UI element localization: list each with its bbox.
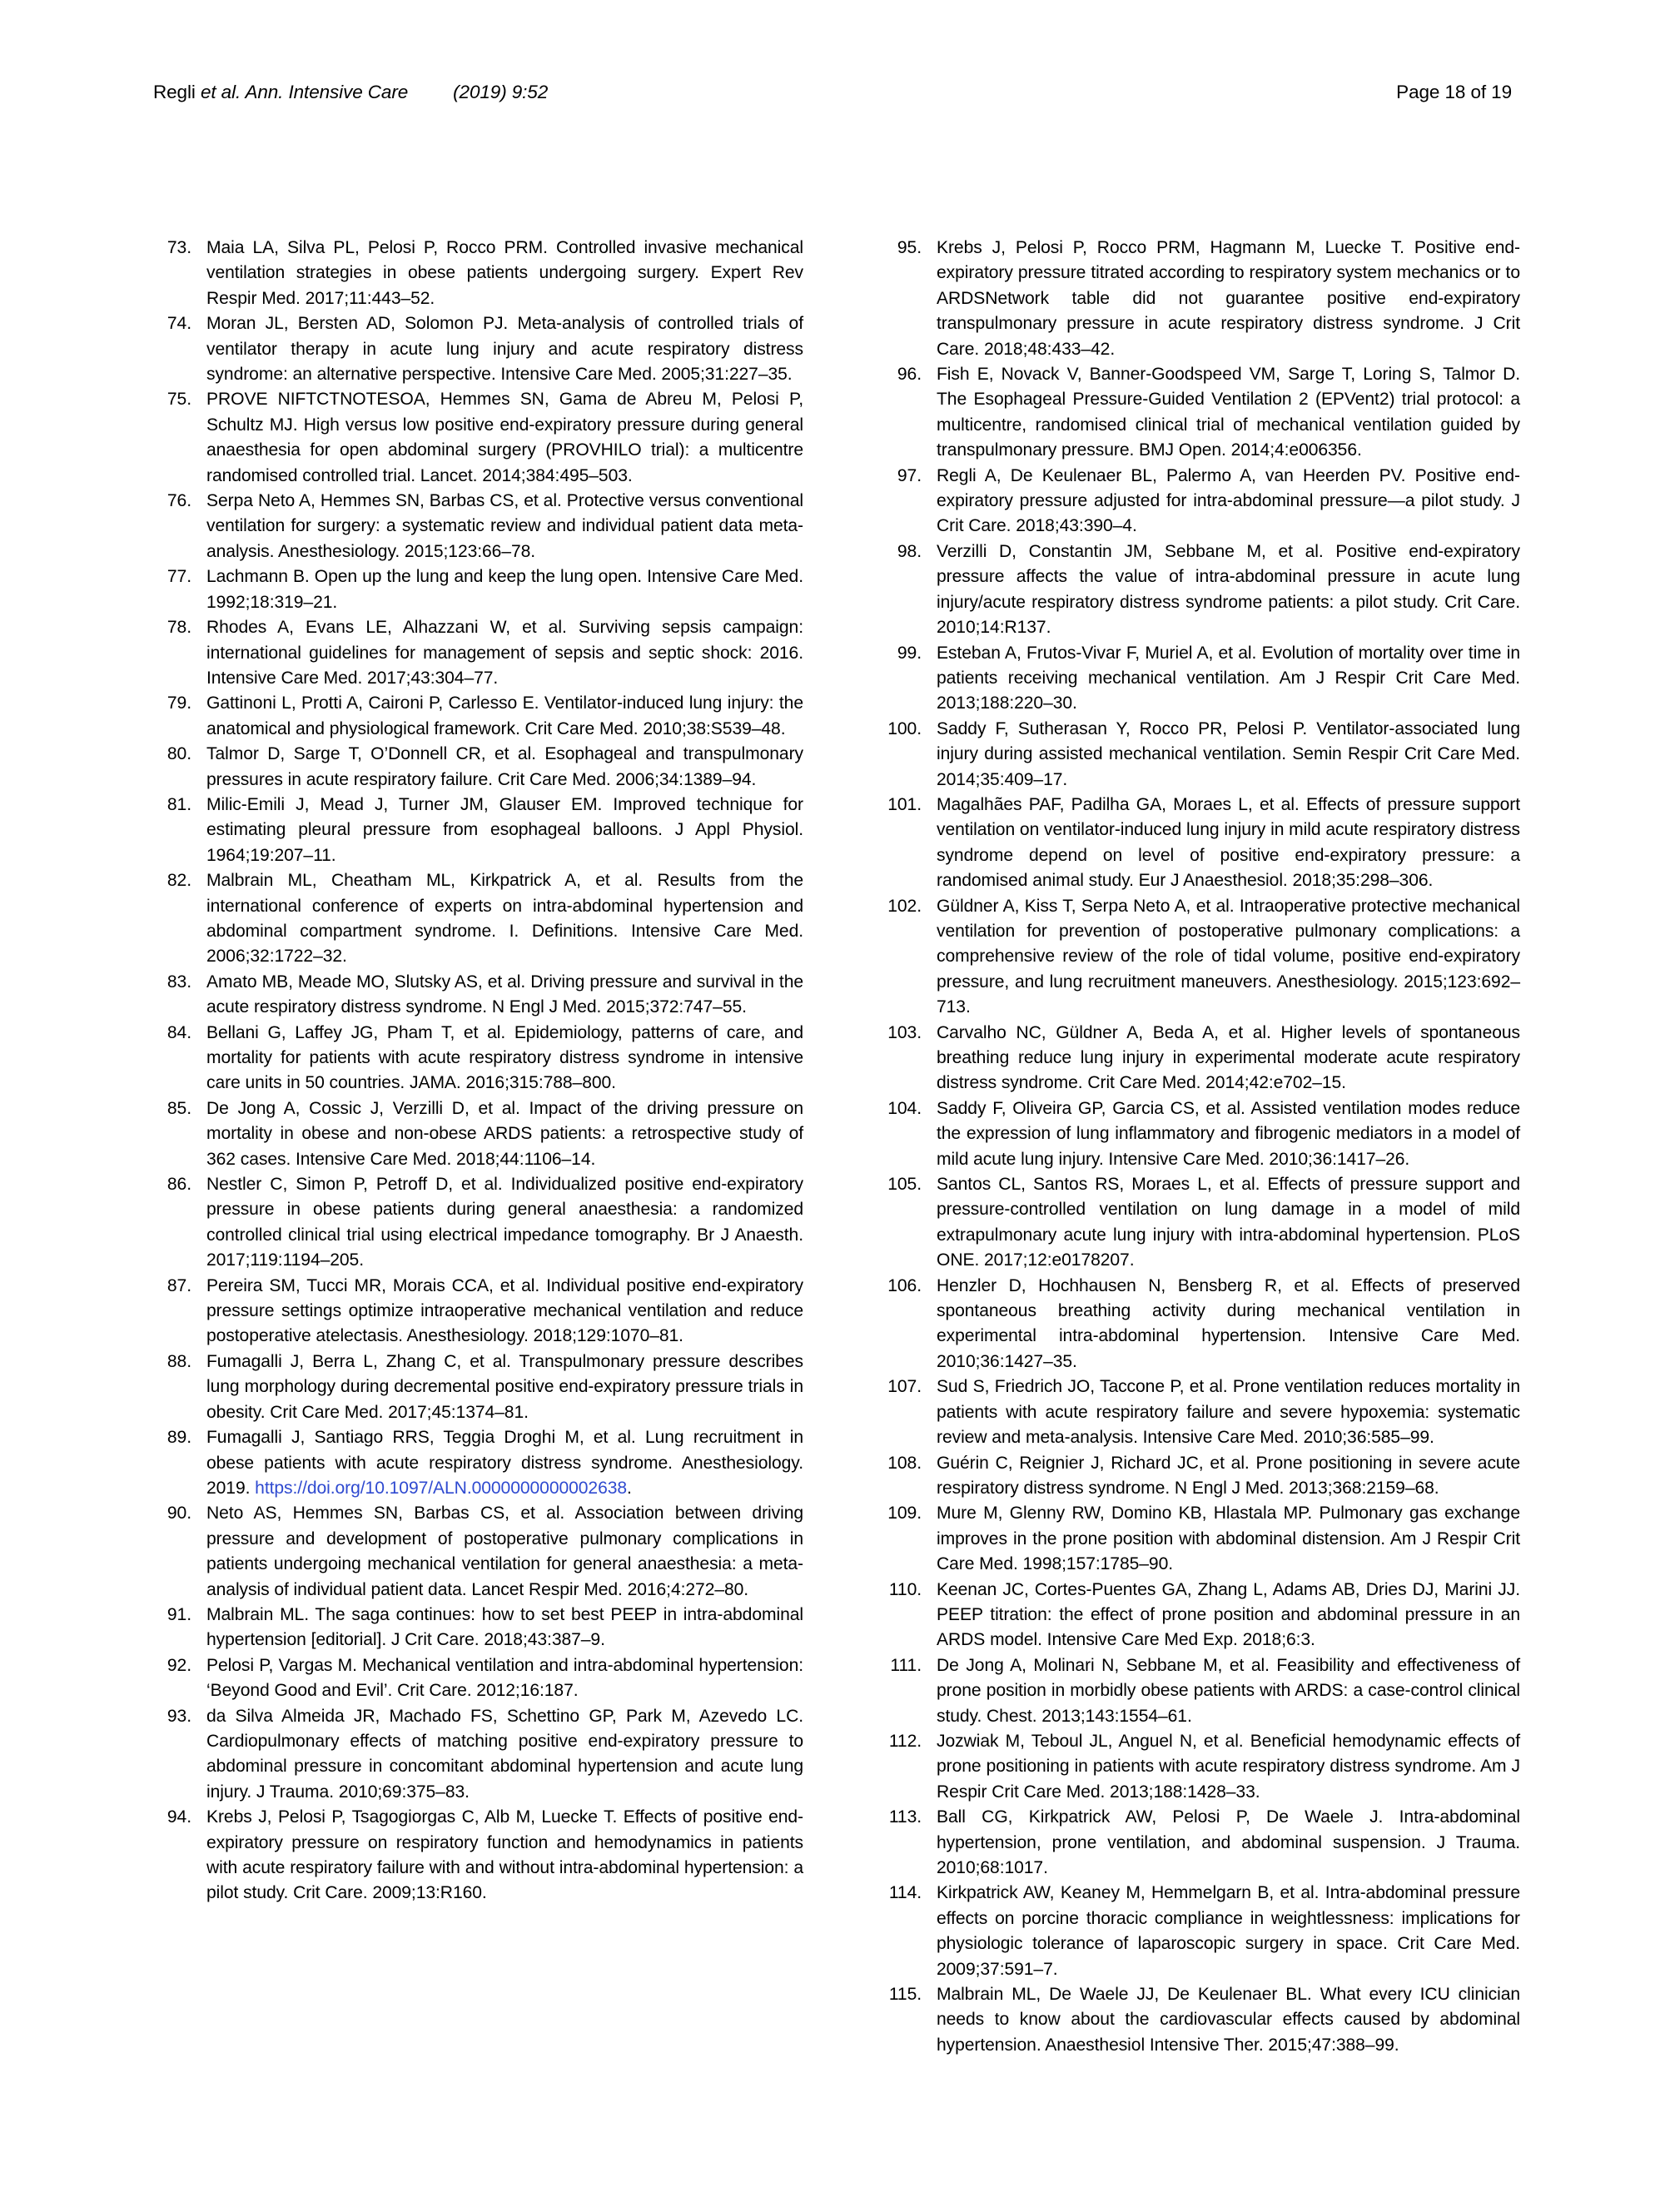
reference-number: 104.	[887, 1098, 922, 1118]
reference-number: 99.	[897, 643, 922, 663]
reference-number: 87.	[166, 1275, 191, 1295]
reference-entry	[872, 1982, 1520, 2058]
reference-text: Saddy F, Oliveira GP, Garcia CS, et al. Assisted ventilation modes reduce the expression of lung inflammatory and fibrogenic mediators in a model of mild acute lung injury. Intensive Care Med. 2010;36:1417–26.	[937, 1098, 1520, 1169]
reference-text: Malbrain ML. The saga continues: how to set best PEEP in intra-abdominal hypertension [editorial]. J Crit Care. 2018;43:387–9.	[206, 1604, 803, 1650]
reference-entry	[872, 236, 1520, 362]
page-number-label: Page 18 of 19	[1396, 82, 1512, 102]
reference-text: Neto AS, Hemmes SN, Barbas CS, et al. Association between driving pressure and development of postoperative pulmonary complications in patients undergoing mechanical ventilation for general anaesthesia: a meta-analysis of individual patient data. Lancet Respir Med. 2016;4:272–80.	[206, 1504, 803, 1599]
reference-number: 106.	[887, 1275, 922, 1295]
reference-text: De Jong A, Cossic J, Verzilli D, et al. Impact of the driving pressure on mortality in obese and non-obese ARDS patients: a retrospective study of 362 cases. Intensive Care Med. 2018;44:1106–14.	[206, 1098, 803, 1169]
reference-number: 75.	[166, 390, 191, 410]
reference-number: 108.	[887, 1453, 922, 1473]
reference-number: 91.	[166, 1604, 191, 1624]
reference-number: 96.	[897, 365, 922, 385]
reference-number: 114.	[888, 1883, 922, 1903]
reference-text: Nestler C, Simon P, Petroff D, et al. Individualized positive end-expiratory pressure in obese patients during general anaesthesia: a randomized controlled clinical trial using electrical impedance tomography. Br J Anaesth. 2017;119:1194–205.	[206, 1175, 803, 1270]
reference-number: 86.	[166, 1175, 191, 1195]
reference-number: 112.	[888, 1731, 922, 1751]
reference-number: 93.	[166, 1706, 191, 1726]
reference-entry	[872, 362, 1520, 464]
reference-entry	[155, 236, 803, 311]
reference-entry	[872, 1881, 1520, 1982]
reference-text-tail: .	[627, 1478, 632, 1498]
reference-text: Amato MB, Meade MO, Slutsky AS, et al. Driving pressure and survival in the acute respiratory distress syndrome. N Engl J Med. 2015;372:747–55.	[206, 972, 803, 1017]
reference-entry	[872, 894, 1520, 1021]
reference-entry	[872, 1451, 1520, 1502]
reference-text: Guérin C, Reignier J, Richard JC, et al. Prone positioning in severe acute respiratory distress syndrome. N Engl J Med. 2013;368:2159–68.	[937, 1453, 1520, 1498]
reference-entry	[155, 311, 803, 387]
reference-entry	[155, 387, 803, 489]
reference-entry	[155, 1704, 803, 1806]
reference-text: Gattinoni L, Protti A, Caironi P, Carlesso E. Ventilator-induced lung injury: the anatomical and physiological framework. Crit Care Med. 2010;38:S539–48.	[206, 693, 803, 738]
reference-entry	[155, 1425, 803, 1501]
reference-text: Krebs J, Pelosi P, Rocco PRM, Hagmann M, Luecke T. Positive end-expiratory pressure titrated according to respiratory system mechanics or to ARDSNetwork table did not guarantee positive end-expiratory transpulmonary pressure in acute respiratory distress syndrome. J Crit Care. 2018;48:433–42.	[937, 238, 1520, 359]
reference-text: PROVE NIFTCTNOTESOA, Hemmes SN, Gama de Abreu M, Pelosi P, Schultz MJ. High versus low positive end-expiratory pressure during general anaesthesia for open abdominal surgery (PROVHILO trial): a multicentre randomised controlled trial. Lancet. 2014;384:495–503.	[206, 390, 803, 485]
doi-link[interactable]: https://doi.org/10.1097/ALN.0000000000002638	[255, 1478, 628, 1498]
running-head-et-al: et al.	[200, 82, 241, 102]
reference-entry	[155, 868, 803, 970]
reference-entry	[872, 1172, 1520, 1274]
reference-number: 78.	[166, 618, 191, 638]
reference-number: 97.	[897, 465, 922, 485]
reference-number: 107.	[887, 1377, 922, 1397]
reference-number: 111.	[890, 1655, 922, 1675]
reference-text: Fumagalli J, Berra L, Zhang C, et al. Transpulmonary pressure describes lung morphology during decremental positive end-expiratory pressure trials in obesity. Crit Care Med. 2017;45:1374–81.	[206, 1351, 803, 1422]
reference-entry	[155, 489, 803, 564]
reference-entry	[155, 742, 803, 793]
reference-entry	[155, 1805, 803, 1906]
reference-text: Magalhães PAF, Padilha GA, Moraes L, et al. Effects of pressure support ventilation on ventilator-induced lung injury in mild acute respiratory distress syndrome depend on level of positive end-expiratory pressure: a randomised animal study. Eur J Anaesthesiol. 2018;35:298–306.	[937, 794, 1520, 891]
reference-text: Krebs J, Pelosi P, Tsagogiorgas C, Alb M, Luecke T. Effects of positive end-expiratory pressure on respiratory function and hemodynamics in patients with acute respiratory failure with and without intra-abdominal hypertension: a pilot study. Crit Care. 2009;13:R160.	[206, 1807, 803, 1903]
reference-list-columns	[155, 236, 1520, 2058]
reference-entry	[872, 1021, 1520, 1096]
reference-text: Keenan JC, Cortes-Puentes GA, Zhang L, Adams AB, Dries DJ, Marini JJ. PEEP titration: the effect of prone position and abdominal pressure in an ARDS model. Intensive Care Med Exp. 2018;6:3.	[937, 1579, 1520, 1650]
reference-number: 95.	[897, 238, 922, 257]
reference-number: 74.	[166, 314, 191, 334]
reference-text: De Jong A, Molinari N, Sebbane M, et al. Feasibility and effectiveness of prone position in morbidly obese patients with ARDS: a case-control clinical study. Chest. 2013;143:1554–61.	[937, 1655, 1520, 1726]
reference-entry	[155, 1274, 803, 1350]
reference-entry	[155, 564, 803, 615]
reference-text: Serpa Neto A, Hemmes SN, Barbas CS, et al. Protective versus conventional ventilation for surgery: a systematic review and individual patient data meta-analysis. Anesthesiology. 2015;123:66–78.	[206, 491, 803, 561]
reference-text: Güldner A, Kiss T, Serpa Neto A, et al. Intraoperative protective mechanical ventilation for prevention of postoperative pulmonary complications: a comprehensive review of the role of tidal volume, positive end-expiratory pressure, and lung recruitment maneuvers. Anesthesiology. 2015;123:692–713.	[937, 896, 1520, 1017]
reference-entry	[155, 1501, 803, 1603]
reference-number: 105.	[887, 1175, 922, 1195]
reference-text: Fish E, Novack V, Banner-Goodspeed VM, Sarge T, Loring S, Talmor D. The Esophageal Pressure-Guided Ventilation 2 (EPVent2) trial protocol: a multicentre, randomised clinical trial of mechanical ventilation guided by transpulmonary pressure. BMJ Open. 2014;4:e006356.	[937, 365, 1520, 460]
reference-text: Esteban A, Frutos-Vivar F, Muriel A, et al. Evolution of mortality over time in patients receiving mechanical ventilation. Am J Respir Crit Care Med. 2013;188:220–30.	[937, 643, 1520, 713]
reference-text: Lachmann B. Open up the lung and keep the lung open. Intensive Care Med. 1992;18:319–21.	[206, 567, 803, 612]
reference-entry	[155, 615, 803, 691]
reference-number: 77.	[166, 567, 191, 587]
reference-number: 82.	[166, 871, 191, 891]
reference-entry	[872, 1274, 1520, 1375]
reference-entry	[155, 1172, 803, 1274]
running-head	[153, 82, 1512, 107]
reference-number: 84.	[166, 1022, 191, 1042]
running-head-authors: Regli	[153, 82, 201, 102]
reference-text: Bellani G, Laffey JG, Pham T, et al. Epidemiology, patterns of care, and mortality for patients with acute respiratory distress syndrome in intensive care units in 50 countries. JAMA. 2016;315:788–800.	[206, 1022, 803, 1093]
reference-text: Saddy F, Sutherasan Y, Rocco PR, Pelosi P. Ventilator-associated lung injury during assisted mechanical ventilation. Semin Respir Crit Care Med. 2014;35:409–17.	[937, 718, 1520, 789]
reference-text: Mure M, Glenny RW, Domino KB, Hlastala MP. Pulmonary gas exchange improves in the prone position with abdominal distension. Am J Respir Crit Care Med. 1998;157:1785–90.	[937, 1504, 1520, 1574]
reference-entry	[872, 1805, 1520, 1881]
reference-entry	[872, 1729, 1520, 1805]
reference-number: 88.	[166, 1351, 191, 1371]
reference-number: 80.	[166, 744, 191, 764]
reference-column-left	[155, 236, 803, 2058]
reference-entry	[872, 539, 1520, 641]
reference-number: 102.	[887, 896, 922, 916]
reference-entry	[155, 1603, 803, 1653]
reference-text: Malbrain ML, De Waele JJ, De Keulenaer BL. What every ICU clinician needs to know about the cardiovascular effects caused by abdominal hypertension. Anaesthesiol Intensive Ther. 2015;47:388–99.	[937, 1985, 1520, 2055]
reference-entry	[155, 1021, 803, 1096]
reference-entry	[872, 464, 1520, 539]
reference-text: Pelosi P, Vargas M. Mechanical ventilation and intra-abdominal hypertension: ‘Beyond Good and Evil’. Crit Care. 2012;16:187.	[206, 1655, 803, 1701]
reference-text: da Silva Almeida JR, Machado FS, Schettino GP, Park M, Azevedo LC. Cardiopulmonary effects of matching positive end-expiratory pressure to abdominal pressure in concomitant abdominal hypertension and acute lung injury. J Trauma. 2010;69:375–83.	[206, 1706, 803, 1802]
reference-entry	[155, 691, 803, 742]
reference-text: Ball CG, Kirkpatrick AW, Pelosi P, De Waele J. Intra-abdominal hypertension, prone ventilation, and abdominal suspension. J Trauma. 2010;68:1017.	[937, 1807, 1520, 1877]
reference-text: Sud S, Friedrich JO, Taccone P, et al. Prone ventilation reduces mortality in patients with acute respiratory failure and severe hypoxemia: systematic review and meta-analysis. Intensive Care Med. 2010;36:585–99.	[937, 1377, 1520, 1448]
running-head-journal: Ann. Intensive Care	[241, 82, 409, 102]
reference-number: 73.	[166, 238, 191, 257]
reference-number: 92.	[166, 1655, 191, 1675]
reference-text: Malbrain ML, Cheatham ML, Kirkpatrick A, et al. Results from the international conference of experts on intra-abdominal hypertension and abdominal compartment syndrome. I. Definitions. Intensive Care Med. 2006;32:1722–32.	[206, 871, 803, 967]
reference-number: 103.	[887, 1022, 922, 1042]
reference-number: 100.	[887, 718, 922, 738]
reference-number: 89.	[166, 1428, 191, 1448]
reference-text: Maia LA, Silva PL, Pelosi P, Rocco PRM. Controlled invasive mechanical ventilation strategies in obese patients undergoing surgery. Expert Rev Respir Med. 2017;11:443–52.	[206, 238, 803, 308]
reference-text-body: Fumagalli J, Santiago RRS, Teggia Droghi M, et al. Lung recruitment in obese patients with acute respiratory distress syndrome. Anesthesiology. 2019.	[206, 1428, 803, 1498]
reference-entry	[155, 793, 803, 868]
reference-entry	[872, 793, 1520, 894]
reference-entry	[872, 641, 1520, 717]
reference-number: 115.	[888, 1985, 922, 2005]
reference-entry	[155, 1653, 803, 1704]
reference-entry	[872, 1501, 1520, 1577]
reference-entry	[872, 717, 1520, 793]
reference-text: Rhodes A, Evans LE, Alhazzani W, et al. Surviving sepsis campaign: international guidelines for management of sepsis and septic shock: 2016. Intensive Care Med. 2017;43:304–77.	[206, 618, 803, 688]
reference-number: 90.	[166, 1504, 191, 1524]
reference-number: 101.	[887, 794, 922, 814]
reference-text: Talmor D, Sarge T, O’Donnell CR, et al. Esophageal and transpulmonary pressures in acute respiratory failure. Crit Care Med. 2006;34:1389–94.	[206, 744, 803, 789]
reference-text: Kirkpatrick AW, Keaney M, Hemmelgarn B, et al. Intra-abdominal pressure effects on porcine thoracic compliance in weightlessness: implications for physiologic tolerance of laparoscopic surgery in space. Crit Care Med. 2009;37:591–7.	[937, 1883, 1520, 1979]
reference-text: Verzilli D, Constantin JM, Sebbane M, et al. Positive end-expiratory pressure affects the value of intra-abdominal pressure in acute lung injury/acute respiratory distress syndrome patients: a pilot study. Crit Care. 2010;14:R137.	[937, 541, 1520, 638]
reference-number: 94.	[166, 1807, 191, 1827]
reference-entry	[155, 1096, 803, 1172]
reference-number: 79.	[166, 693, 191, 713]
reference-number: 109.	[887, 1504, 922, 1524]
reference-entry	[872, 1096, 1520, 1172]
reference-entry	[155, 1350, 803, 1425]
reference-text: Pereira SM, Tucci MR, Morais CCA, et al. Individual positive end-expiratory pressure settings optimize intraoperative mechanical ventilation and reduce postoperative atelectasis. Anesthesiology. 2018;129:1070–81.	[206, 1275, 803, 1346]
reference-text: Carvalho NC, Güldner A, Beda A, et al. Higher levels of spontaneous breathing reduce lung injury in experimental moderate acute respiratory distress syndrome. Crit Care Med. 2014;42:e702–15.	[937, 1022, 1520, 1093]
reference-text: Regli A, De Keulenaer BL, Palermo A, van Heerden PV. Positive end-expiratory pressure adjusted for intra-abdominal pressure—a pilot study. J Crit Care. 2018;43:390–4.	[937, 465, 1520, 536]
running-head-citation	[153, 82, 548, 103]
reference-entry	[872, 1578, 1520, 1653]
reference-number: 76.	[166, 491, 191, 511]
reference-column-right	[872, 236, 1520, 2058]
reference-text: Milic-Emili J, Mead J, Turner JM, Glauser EM. Improved technique for estimating pleural pressure from esophageal balloons. J Appl Physiol. 1964;19:207–11.	[206, 794, 803, 865]
reference-text: Moran JL, Bersten AD, Solomon PJ. Meta-analysis of controlled trials of ventilator therapy in acute lung injury and acute respiratory distress syndrome: an alternative perspective. Intensive Care Med. 2005;31:227–35.	[206, 314, 803, 385]
reference-text: Henzler D, Hochhausen N, Bensberg R, et al. Effects of preserved spontaneous breathing activity during mechanical ventilation in experimental intra-abdominal hypertension. Intensive Care Med. 2010;36:1427–35.	[937, 1275, 1520, 1371]
reference-entry	[872, 1374, 1520, 1450]
running-head-volume-issue: (2019) 9:52	[453, 82, 549, 102]
reference-number: 83.	[166, 972, 191, 992]
reference-entry	[872, 1653, 1520, 1729]
reference-number: 110.	[888, 1579, 922, 1599]
reference-text: Santos CL, Santos RS, Moraes L, et al. Effects of pressure support and pressure-controlled ventilation on lung damage in a model of mild extrapulmonary acute lung injury with intra-abdominal hypertension. PLoS ONE. 2017;12:e0178207.	[937, 1175, 1520, 1270]
reference-text	[206, 1425, 803, 1501]
reference-number: 81.	[166, 794, 191, 814]
reference-number: 85.	[166, 1098, 191, 1118]
reference-number: 98.	[897, 541, 922, 561]
reference-text: Jozwiak M, Teboul JL, Anguel N, et al. Beneficial hemodynamic effects of prone positioning in patients with acute respiratory distress syndrome. Am J Respir Crit Care Med. 2013;188:1428–33.	[937, 1731, 1520, 1802]
reference-entry	[155, 970, 803, 1021]
reference-number: 113.	[888, 1807, 922, 1827]
